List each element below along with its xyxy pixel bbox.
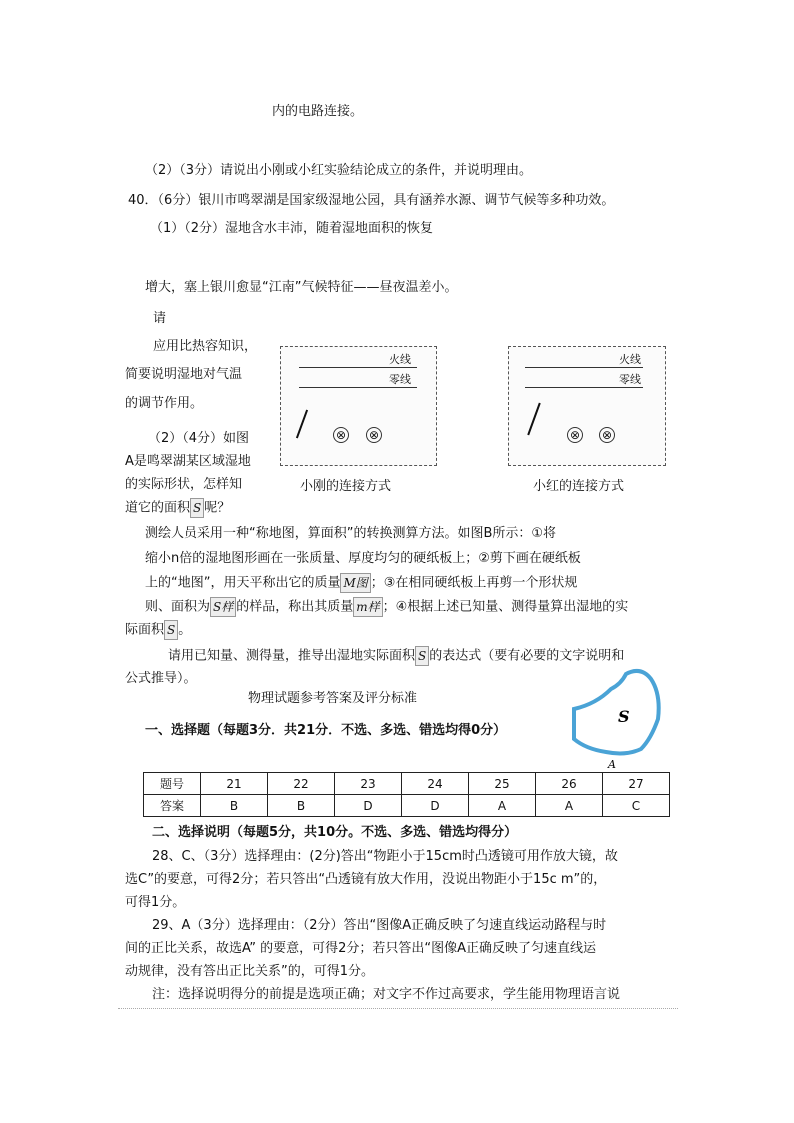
switch-icon [296,410,308,439]
circuit-caption: 小刚的连接方式 [300,479,392,494]
circuit-diagram-xiaogang [280,346,437,466]
text-line: 内的电路连接。 [272,104,364,119]
text: 的样品，称出其质量 [236,599,354,615]
table-row [144,795,670,817]
table-cell: 答案 [144,795,201,817]
table-cell: 23 [335,773,402,795]
text-line: 间的正比关系，故选A” 的要意，可得2分；若只答出“图像A正确反映了匀速直线运 [125,941,597,956]
table-cell: A [536,795,603,817]
text-line [125,620,191,640]
text-line: 28、C、（3分）选择理由：(2分)答出“物距小于15cm时凸透镜可用作放大镜，故 [152,849,618,864]
text-line: 增大，塞上银川愈显“江南”气候特征——昼夜温差小。 [145,280,458,295]
live-wire [525,367,643,368]
answer-table [143,772,670,817]
switch-icon [527,403,541,436]
figure-label-A: A [608,758,616,771]
text-line [125,498,230,518]
question-40: 40．（6分）银川市鸣翠湖是国家级湿地公园，具有涵养水源、调节气候等多种功效。 [128,193,615,208]
text-line: 公式推导）。 [125,671,197,686]
section-2-heading: 二、选择说明（每题5分，共10分。不选、多选、错选均得分） [152,825,518,840]
neutral-wire-label: 零线 [619,373,641,386]
table-cell: 21 [201,773,268,795]
text: 。 [178,622,192,638]
table-cell: 26 [536,773,603,795]
text: 道它的面积 [125,500,191,516]
page-divider [118,1008,678,1009]
text-line: 简要说明湿地对气温 [125,367,243,382]
text: ；③在相同硬纸板上再剪一个形状规 [370,575,578,591]
text: 呢？ [204,500,231,516]
section-1-heading: 一、选择题（每题3分．共21分．不选、多选、错选均得0分） [145,723,507,738]
neutral-wire [525,387,643,388]
text: 际面积 [125,622,165,638]
text-line: 请 [153,311,167,326]
table-cell: D [335,795,402,817]
text-line: 注：选择说明得分的前提是选项正确；对文字不作过高要求，学生能用物理语言说 [152,987,621,1002]
text-line: 测绘人员采用一种“称地图，算面积”的转换测算方法。如图B所示：①将 [145,526,557,541]
table-row [144,773,670,795]
symbol-M: M图 [340,573,370,593]
circuit-diagram-xiaohong [508,346,666,466]
lamp-icon: ⊗ [366,427,382,443]
text-line: A是鸣翠湖某区域湿地 [125,454,251,469]
table-cell: A [469,795,536,817]
text-line [145,573,577,593]
text: 则、面积为 [145,599,211,615]
wetland-label-S: S [618,707,630,726]
text-line: 缩小n倍的湿地图形画在一张质量、厚度均匀的硬纸板上；②剪下画在硬纸板 [145,551,581,566]
circuit-caption: 小红的连接方式 [533,479,625,494]
text-line [168,646,624,666]
text-line: 的实际形状，怎样知 [125,477,243,492]
text: ；④根据上述已知量、测得量算出湿地的实 [382,599,629,615]
table-cell: 25 [469,773,536,795]
symbol-S: S [415,646,429,666]
text-line: 应用比热容知识， [153,339,258,354]
symbol-m-sample: m样 [353,597,382,617]
symbol-S: S [190,498,204,518]
answer-title: 物理试题参考答案及评分标准 [248,691,418,706]
table-cell: D [402,795,469,817]
table-cell: 24 [402,773,469,795]
wetland-outline [574,671,659,754]
table-cell: 27 [603,773,670,795]
lamp-icon: ⊗ [599,427,615,443]
neutral-wire-label: 零线 [389,373,411,386]
symbol-S-sample: S样 [210,597,236,617]
table-cell: B [201,795,268,817]
text-line: 可得1分。 [125,895,186,910]
table-cell: B [268,795,335,817]
neutral-wire [299,387,417,388]
table-cell: 22 [268,773,335,795]
text-line: 动规律，没有答出正比关系”的，可得1分。 [125,964,375,979]
text: 上的“地图”，用天平称出它的质量 [145,575,341,591]
text-line: （2）（4分）如图 [148,431,250,446]
text-line [145,597,628,617]
text: 请用已知量、测得量，推导出湿地实际面积 [168,648,416,664]
symbol-S: S [164,620,178,640]
table-cell: C [603,795,670,817]
text-line: （1）（2分）湿地含水丰沛，随着湿地面积的恢复 [150,221,434,236]
text-line: 选C”的要意，可得2分；若只答出“凸透镜有放大作用，没说出物距小于15c m”的， [125,872,607,887]
text-line: 的调节作用。 [125,396,204,411]
live-wire [299,367,417,368]
lamp-icon: ⊗ [333,427,349,443]
lamp-icon: ⊗ [567,427,583,443]
wetland-figure-A [566,664,666,774]
text-line: （2）（3分）请说出小刚或小红实验结论成立的条件，并说明理由。 [145,163,533,178]
live-wire-label: 火线 [619,353,641,366]
text-line: 29、A（3分）选择理由：（2分）答出“图像A正确反映了匀速直线运动路程与时 [152,918,607,933]
text: 的表达式（要有必要的文字说明和 [429,648,625,664]
live-wire-label: 火线 [389,353,411,366]
table-cell: 题号 [144,773,201,795]
